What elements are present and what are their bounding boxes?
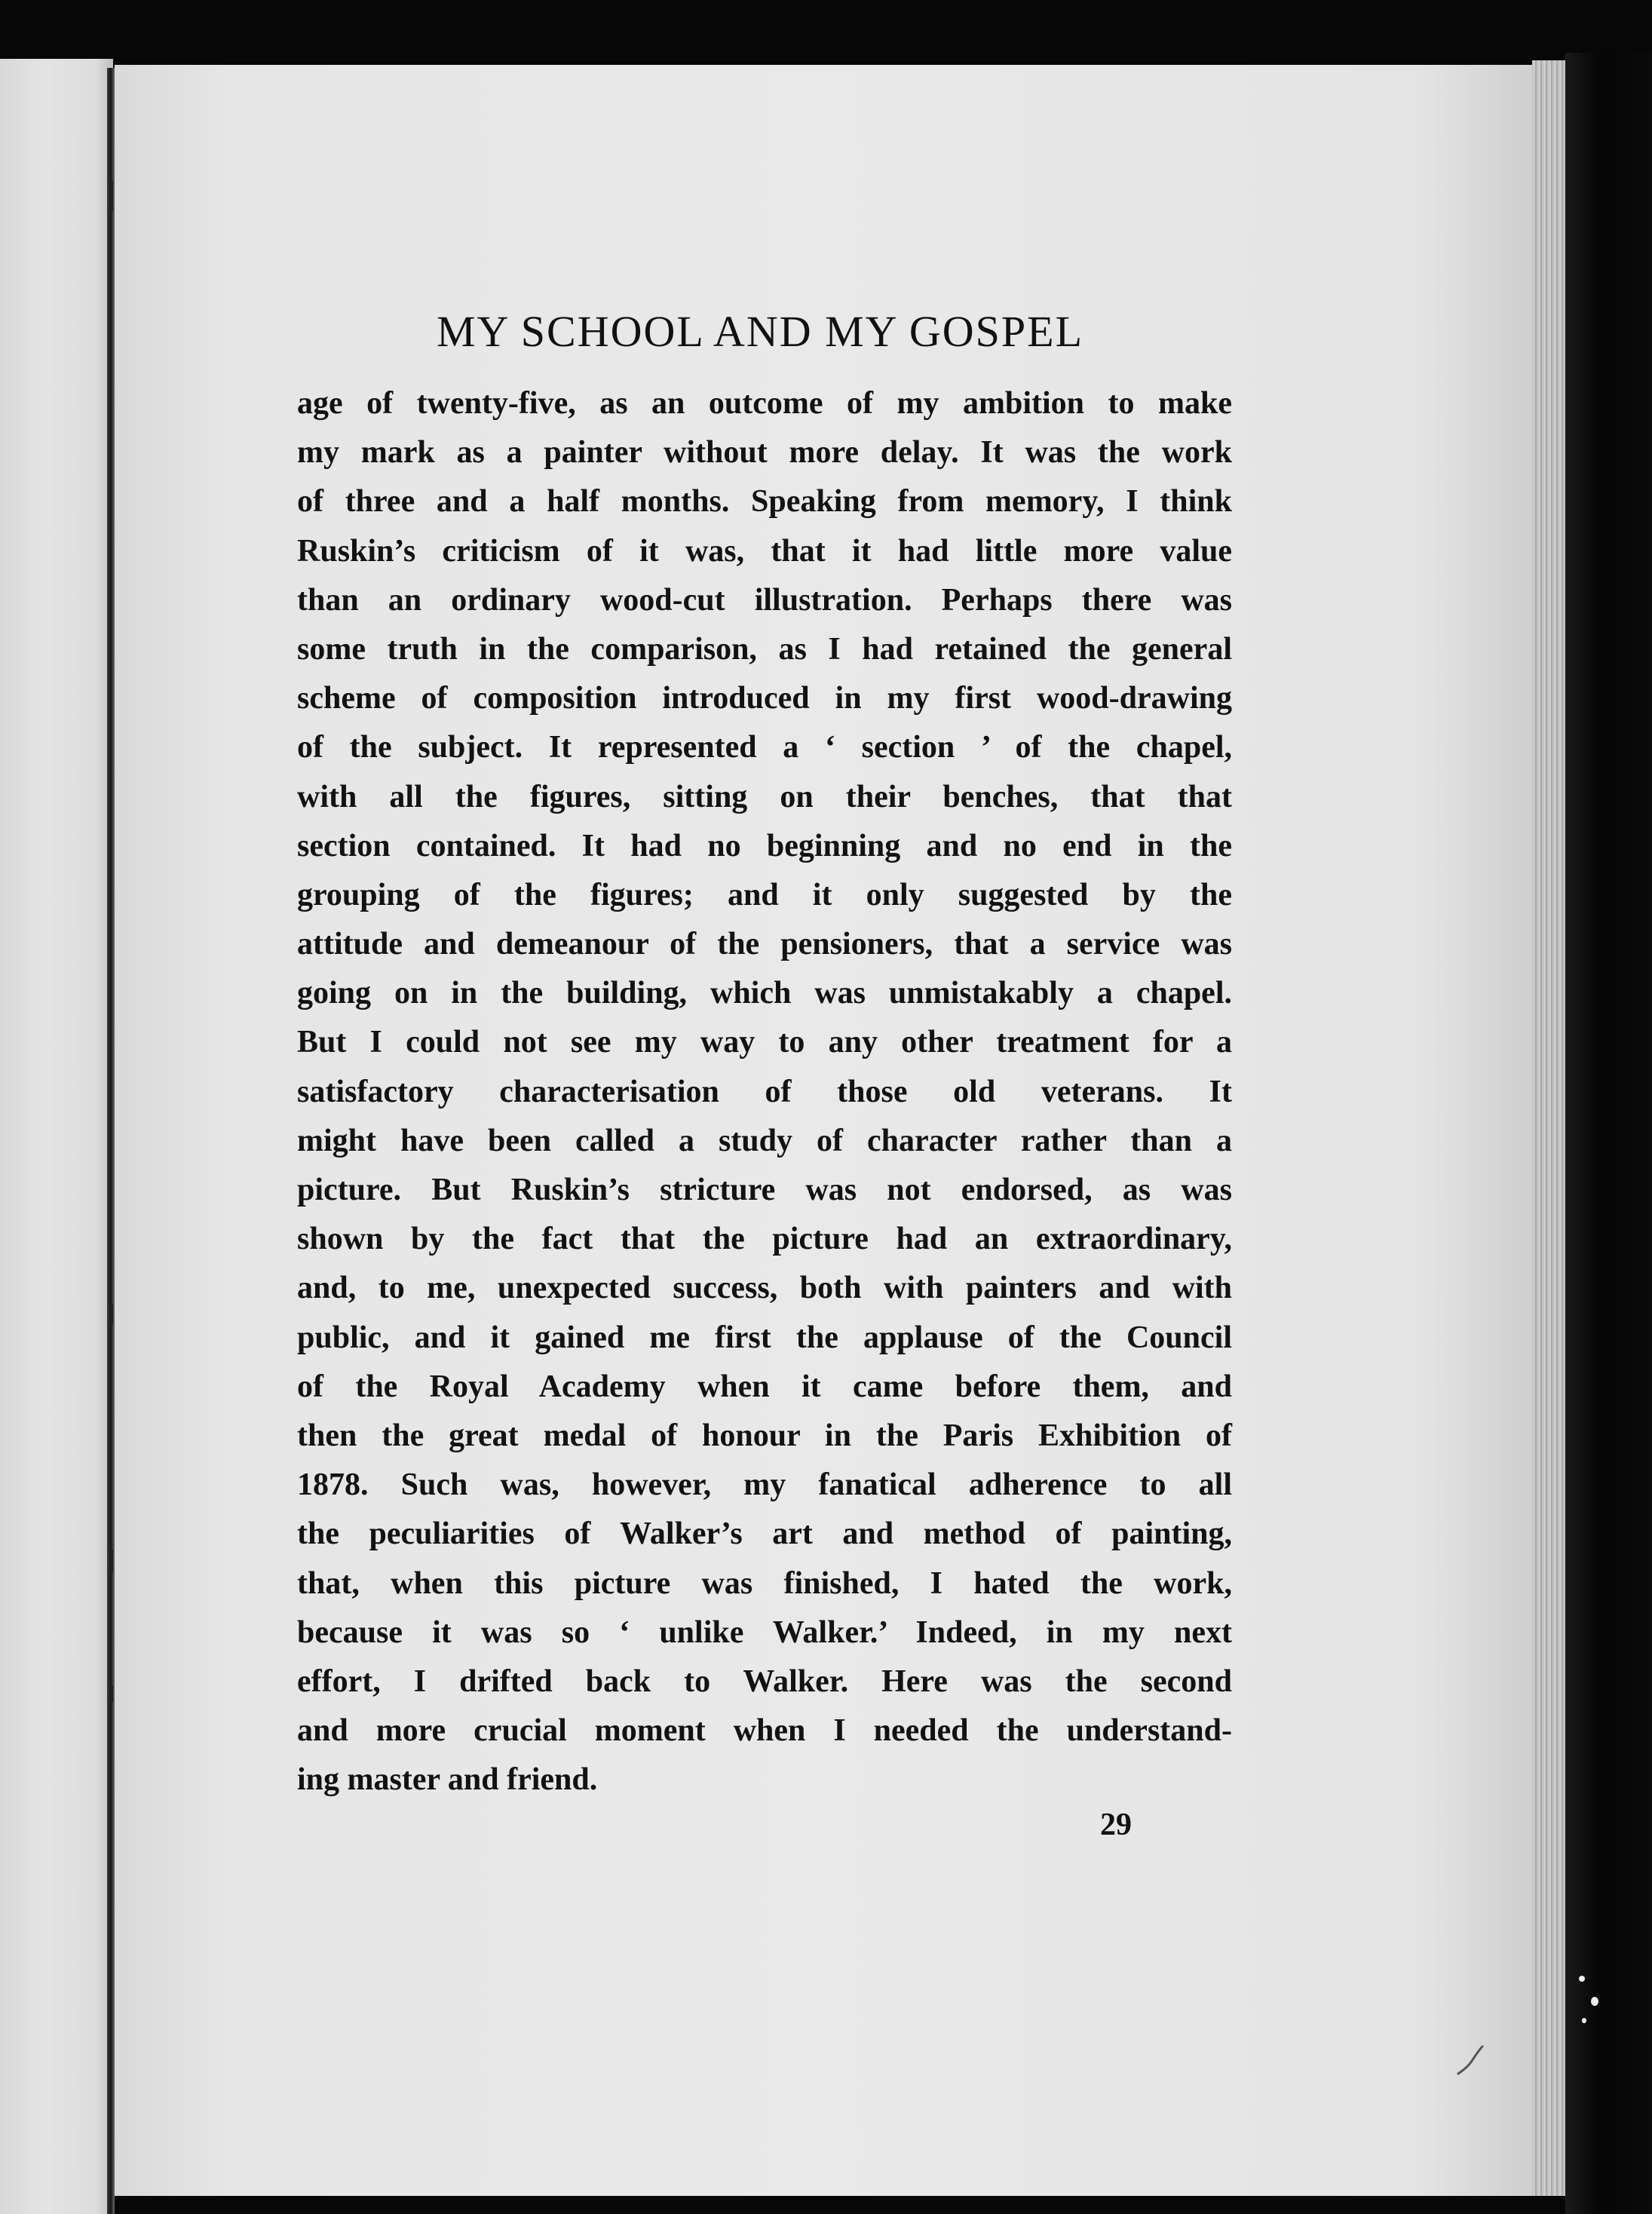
text-line: of three and a half months. Speaking from memory, I think (297, 484, 1232, 520)
text-line: picture. But Ruskin’s stricture was not endorsed, as was (297, 1173, 1232, 1207)
gutter-mark (109, 1685, 113, 1702)
text-line: grouping of the figures; and it only suggested by the (297, 877, 1232, 912)
edge-speck (1582, 2018, 1586, 2023)
text-line: and more crucial moment when I needed the understand- (297, 1713, 1232, 1749)
text-line: then the great medal of honour in the Paris Exhibition of (297, 1418, 1232, 1453)
gutter-mark (109, 1550, 113, 1572)
text-line: and, to me, unexpected success, both with painters and with (297, 1271, 1232, 1306)
text-line: with all the figures, sitting on their benches, that that (297, 779, 1232, 814)
text-line: satisfactory characterisation of those old veterans. It (297, 1074, 1232, 1109)
pencil-mark-icon (1455, 2044, 1485, 2077)
previous-page-edge (0, 59, 113, 2214)
edge-speck (1591, 1997, 1598, 2006)
text-line: age of twenty-five, as an outcome of my ambition to make (297, 386, 1232, 421)
text-line: that, when this picture was finished, I hated the work, (297, 1565, 1232, 1601)
gutter-mark (109, 1305, 113, 1324)
text-line: the peculiarities of Walker’s art and method of painting, (297, 1516, 1232, 1552)
body-text (297, 379, 1232, 1805)
text-line: than an ordinary wood-cut illustration. Perhaps there was (297, 582, 1232, 618)
edge-speck (1579, 1976, 1585, 1982)
book-gutter (107, 68, 115, 2214)
text-line: ing master and friend. (297, 1762, 598, 1798)
text-line: scheme of composition introduced in my first wood-drawing (297, 681, 1232, 716)
text-line: effort, I drifted back to Walker. Here was the second (297, 1664, 1232, 1699)
text-line: But I could not see my way to any other treatment for a (297, 1025, 1232, 1060)
page-fore-edge (1532, 60, 1565, 2196)
running-head: MY SCHOOL AND MY GOSPEL (436, 307, 1084, 356)
text-line: Ruskin’s criticism of it was, that it had little more value (297, 533, 1232, 569)
text-line: section contained. It had no beginning and no end in the (297, 828, 1232, 863)
text-line: might have been called a study of character rather than a (297, 1123, 1232, 1158)
text-line: my mark as a painter without more delay. It was the work (297, 435, 1232, 471)
text-line: public, and it gained me first the applause of the Council (297, 1320, 1232, 1355)
text-line: because it was so ‘ unlike Walker.’ Indeed, in my next (297, 1615, 1232, 1650)
text-line: of the Royal Academy when it came before them, and (297, 1369, 1232, 1404)
text-line: some truth in the comparison, as I had retained the general (297, 631, 1232, 667)
text-line: 1878. Such was, however, my fanatical adherence to all (297, 1467, 1232, 1503)
text-line: attitude and demeanour of the pensioners, that a service was (297, 927, 1232, 962)
text-line: of the subject. It represented a ‘ section ’ of the chapel, (297, 730, 1232, 765)
text-line: going on in the building, which was unmistakably a chapel. (297, 976, 1232, 1011)
page-number: 29 (1100, 1808, 1132, 1842)
scan-background-shadow (1565, 53, 1652, 2214)
text-line: shown by the fact that the picture had an extraordinary, (297, 1222, 1232, 1257)
gutter-mark (109, 181, 113, 211)
